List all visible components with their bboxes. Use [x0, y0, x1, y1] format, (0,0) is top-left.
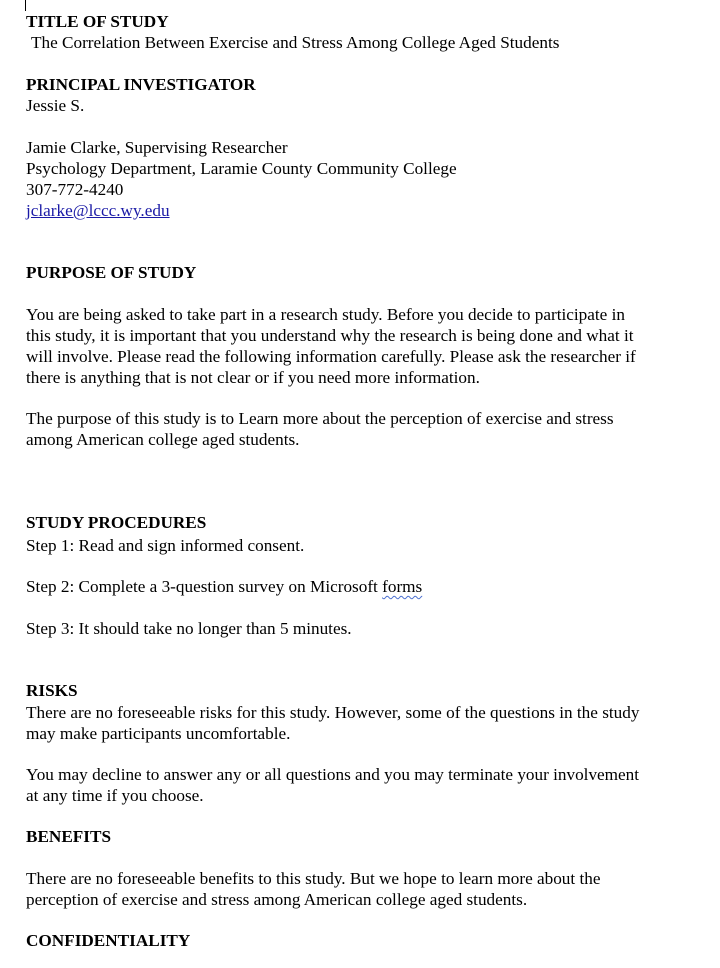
procedure-step-2 [26, 576, 422, 597]
supervisor-name: Jamie Clarke, Supervising Researcher [26, 138, 288, 157]
spellcheck-word-forms[interactable]: forms [382, 577, 423, 596]
benefits-heading: BENEFITS [26, 827, 112, 846]
risks-p1-line: may make participants uncomfortable. [26, 724, 291, 743]
title-heading: TITLE OF STUDY [26, 12, 169, 31]
confidentiality-heading: CONFIDENTIALITY [26, 931, 191, 950]
purpose-heading: PURPOSE OF STUDY [26, 263, 197, 282]
investigator-heading: PRINCIPAL INVESTIGATOR [26, 75, 256, 94]
purpose-p1-line: this study, it is important that you understand why the research is being done and what it [26, 326, 634, 345]
procedure-step-3: Step 3: It should take no longer than 5 minutes. [26, 619, 352, 638]
purpose-p1-line: there is anything that is not clear or if you need more information. [26, 368, 480, 387]
study-title: The Correlation Between Exercise and Stress Among College Aged Students [31, 33, 560, 52]
risks-p2-line: You may decline to answer any or all questions and you may terminate your involvement [26, 765, 640, 784]
purpose-p2-line: among American college aged students. [26, 430, 300, 449]
benefits-p1-line: perception of exercise and stress among American college aged students. [26, 890, 528, 909]
benefits-p1-line: There are no foreseeable benefits to this study. But we hope to learn more about the [26, 869, 601, 888]
procedure-step-1: Step 1: Read and sign informed consent. [26, 536, 305, 555]
step-2-text: Step 2: Complete a 3-question survey on Microsoft [26, 577, 383, 596]
email-row [26, 200, 170, 221]
risks-p1-line: There are no foreseeable risks for this study. However, some of the questions in the study [26, 703, 640, 722]
phone-number: 307-772-4240 [26, 180, 124, 199]
risks-heading: RISKS [26, 681, 78, 700]
purpose-p1-line: will involve. Please read the following information carefully. Please ask the researcher if [26, 347, 636, 366]
procedures-heading: STUDY PROCEDURES [26, 513, 207, 532]
purpose-p1-line: You are being asked to take part in a research study. Before you decide to participate in [26, 305, 625, 324]
risks-p2-line: at any time if you choose. [26, 786, 204, 805]
email-link[interactable]: jclarke@lccc.wy.edu [26, 201, 170, 220]
investigator-name: Jessie S. [26, 96, 85, 115]
purpose-p2-line: The purpose of this study is to Learn more about the perception of exercise and stress [26, 409, 614, 428]
text-cursor [25, 0, 26, 11]
department: Psychology Department, Laramie County Community College [26, 159, 457, 178]
